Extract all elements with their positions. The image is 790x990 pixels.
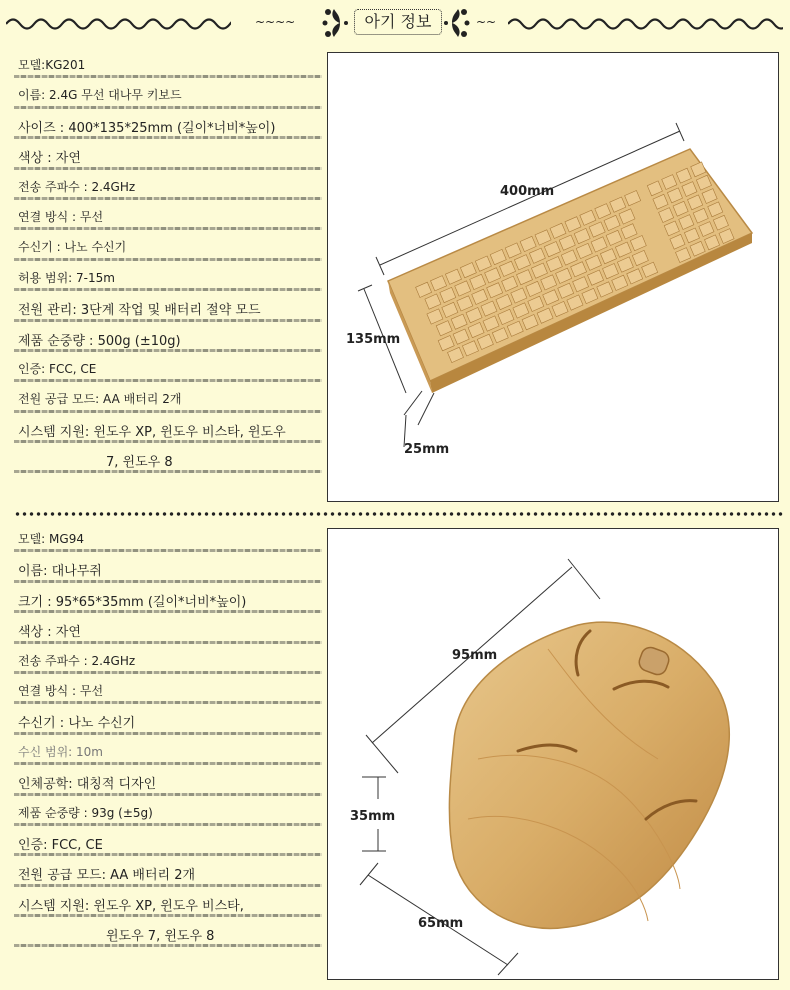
spec-divider-line <box>14 75 322 78</box>
keyboard-spec-list <box>0 52 326 477</box>
mouse-height-label: 35mm <box>350 809 396 824</box>
spec-text: 전원 공급 모드: AA 배터리 2개 <box>18 868 196 884</box>
keyboard-image-panel <box>327 52 779 502</box>
spec-text: 모델:KG201 <box>18 58 86 72</box>
spec-divider-line <box>14 793 322 796</box>
spec-text: 전원 공급 모드: AA 배터리 2개 <box>18 392 182 407</box>
spec-row <box>0 356 326 386</box>
spec-divider-line <box>14 853 322 856</box>
spec-text: 사이즈 : 400*135*25mm (길이*너비*높이) <box>18 120 276 136</box>
spec-row <box>0 204 326 234</box>
spec-row <box>0 891 326 921</box>
spec-text: 인증: FCC, CE <box>18 837 103 853</box>
spec-row <box>0 113 326 143</box>
spec-row <box>0 556 326 586</box>
spec-row <box>0 739 326 769</box>
spec-text: 제품 순중량 : 93g (±5g) <box>18 805 153 820</box>
spec-text: 색상 : 자연 <box>18 151 81 167</box>
spec-text: 시스템 지원: 윈도우 XP, 윈도우 비스타, 윈도우 <box>18 424 286 440</box>
spec-row <box>0 82 326 112</box>
spec-row <box>0 447 326 477</box>
spec-text: 연결 방식 : 무선 <box>18 683 104 698</box>
wave-ornament-left <box>6 12 231 32</box>
spec-text: 전원 관리: 3단계 작업 및 배터리 절약 모드 <box>18 303 261 319</box>
spec-divider-line <box>14 227 322 230</box>
spec-text: 7, 윈도우 8 <box>106 455 173 471</box>
spec-row <box>0 587 326 617</box>
spec-text: 인체공학: 대칭적 디자인 <box>18 777 157 793</box>
spec-row <box>0 921 326 951</box>
mouse-section <box>0 526 790 988</box>
spec-divider-line <box>14 914 322 917</box>
spec-row <box>0 295 326 325</box>
spec-row <box>0 234 326 264</box>
section-divider <box>14 510 784 518</box>
tilde-right: ~~ <box>476 15 497 29</box>
spec-row <box>0 648 326 678</box>
spec-divider-line <box>14 580 322 583</box>
spec-divider-line <box>14 106 322 109</box>
tilde-left: ~~~~ <box>255 15 296 29</box>
spec-text: 크기 : 95*65*35mm (길이*너비*높이) <box>18 594 247 610</box>
spec-row <box>0 617 326 647</box>
keyboard-width-label: 135mm <box>346 332 401 347</box>
spec-text: 전송 주파수 : 2.4GHz <box>18 653 136 668</box>
spec-divider-line <box>14 610 322 613</box>
spec-text: 색상 : 자연 <box>18 625 81 641</box>
mouse-spec-list <box>0 526 326 951</box>
page-title: 아기 정보 <box>354 9 442 35</box>
spec-row <box>0 386 326 416</box>
spec-divider-line <box>14 410 322 413</box>
spec-divider-line <box>14 884 322 887</box>
keyboard-length-label: 400mm <box>500 184 555 199</box>
spec-row <box>0 143 326 173</box>
spec-text: 모델: MG94 <box>18 532 84 546</box>
flourish-left-icon <box>320 4 350 42</box>
spec-divider-line <box>14 288 322 291</box>
spec-divider-line <box>14 732 322 735</box>
spec-row <box>0 265 326 295</box>
spec-row <box>0 769 326 799</box>
spec-divider-line <box>14 258 322 261</box>
mouse-illustration <box>328 529 780 981</box>
spec-divider-line <box>14 823 322 826</box>
spec-row <box>0 174 326 204</box>
spec-divider-line <box>14 319 322 322</box>
spec-divider-line <box>14 549 322 552</box>
spec-divider-line <box>14 136 322 139</box>
spec-text: 수신기 : 나노 수신기 <box>18 716 136 732</box>
spec-row <box>0 708 326 738</box>
spec-text: 이름: 2.4G 무선 대나무 키보드 <box>18 88 182 103</box>
spec-divider-line <box>14 197 322 200</box>
spec-text: 전송 주파수 : 2.4GHz <box>18 179 136 194</box>
spec-text: 제품 순중량 : 500g (±10g) <box>18 333 181 349</box>
spec-divider-line <box>14 440 322 443</box>
spec-row <box>0 860 326 890</box>
spec-text: 시스템 지원: 윈도우 XP, 윈도우 비스타, <box>18 898 244 914</box>
spec-row <box>0 830 326 860</box>
spec-divider-line <box>14 944 322 947</box>
spec-row <box>0 52 326 82</box>
keyboard-section <box>0 52 790 506</box>
spec-divider-line <box>14 762 322 765</box>
spec-divider-line <box>14 641 322 644</box>
spec-text: 허용 범위: 7-15m <box>18 270 115 285</box>
spec-row <box>0 678 326 708</box>
spec-row <box>0 800 326 830</box>
mouse-width-label: 65mm <box>418 916 464 931</box>
spec-text: 수신 범위: 10m <box>18 744 103 759</box>
keyboard-illustration <box>328 53 780 503</box>
spec-divider-line <box>14 349 322 352</box>
spec-divider-line <box>14 167 322 170</box>
keyboard-height-label: 25mm <box>404 442 450 457</box>
spec-text: 수신기 : 나노 수신기 <box>18 240 127 255</box>
title-box <box>320 2 472 42</box>
mouse-image-panel <box>327 528 779 980</box>
spec-text: 인증: FCC, CE <box>18 361 97 376</box>
wave-ornament-right <box>508 12 783 32</box>
spec-row <box>0 326 326 356</box>
mouse-length-label: 95mm <box>452 648 498 663</box>
spec-row <box>0 417 326 447</box>
spec-text: 윈도우 7, 윈도우 8 <box>106 929 215 945</box>
spec-text: 이름: 대나무쥐 <box>18 564 102 580</box>
flourish-right-icon <box>442 4 472 42</box>
spec-divider-line <box>14 470 322 473</box>
spec-divider-line <box>14 701 322 704</box>
spec-row <box>0 526 326 556</box>
spec-divider-line <box>14 671 322 674</box>
spec-divider-line <box>14 379 322 382</box>
header-banner <box>0 0 790 48</box>
spec-text: 연결 방식 : 무선 <box>18 209 104 224</box>
